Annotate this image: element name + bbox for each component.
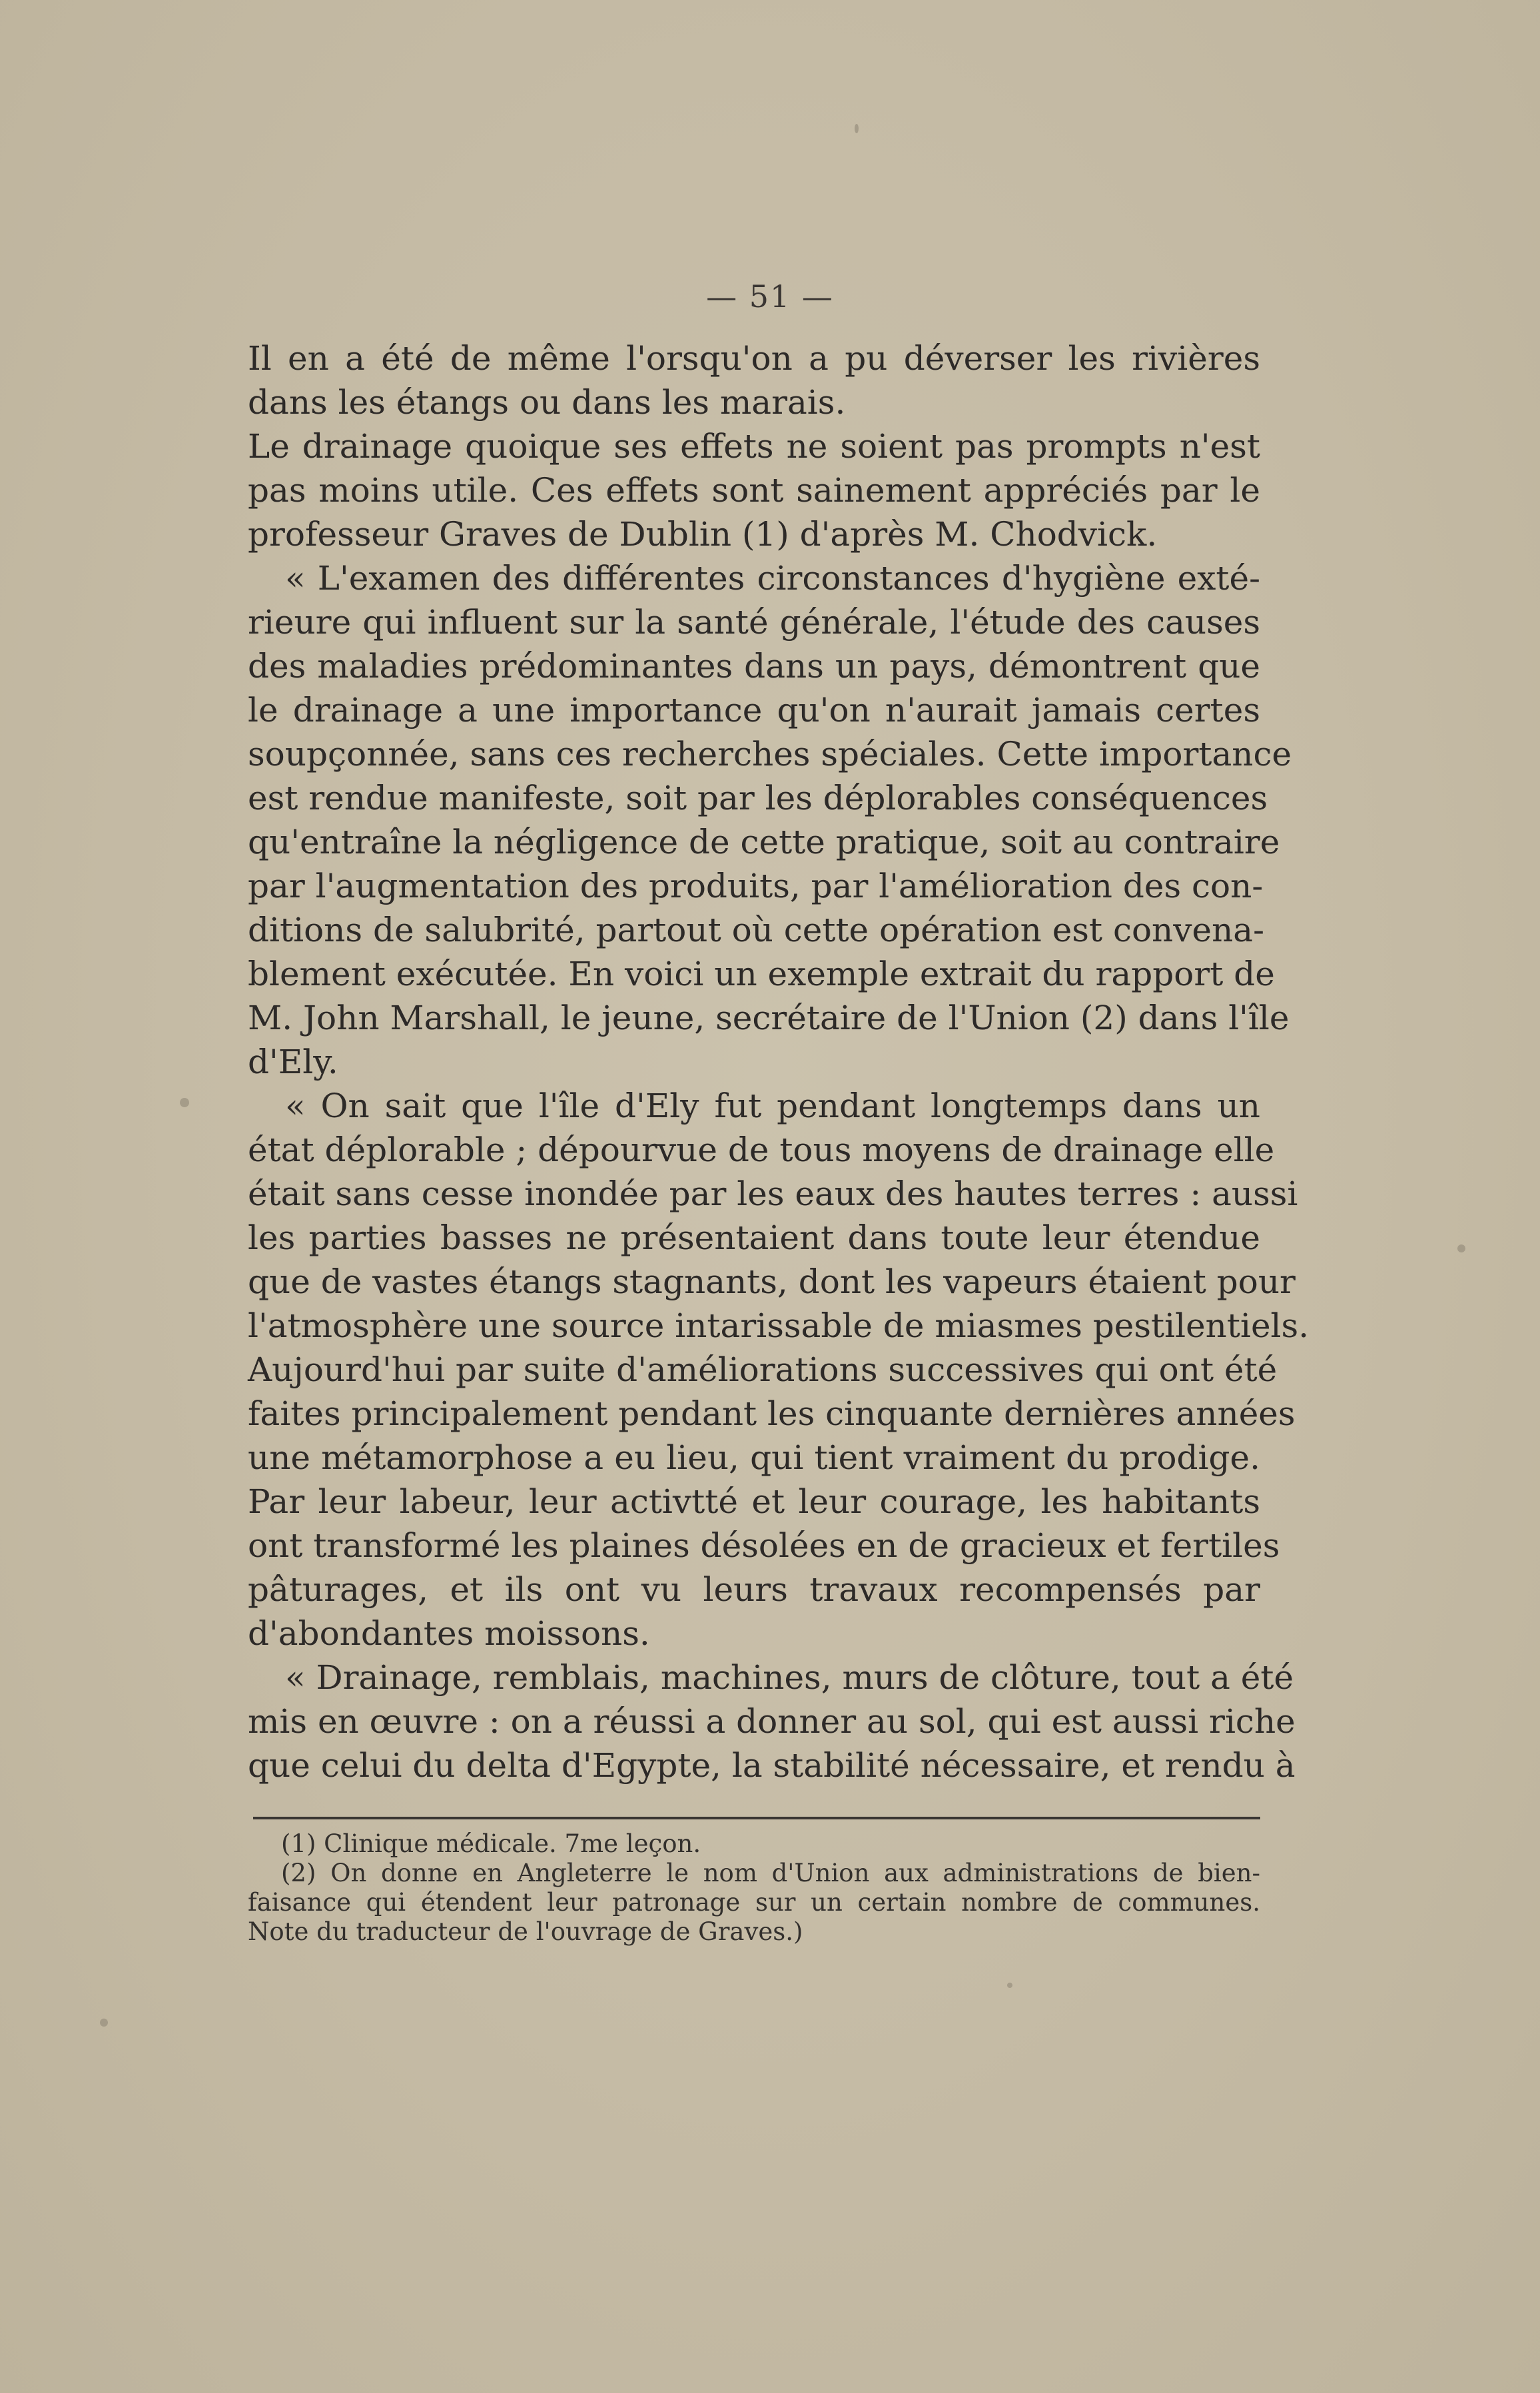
text-line: ditions de salubrité, partout où cette opération est convena-: [248, 911, 1265, 949]
text-line: blement exécutée. En voici un exemple extrait du rapport de: [248, 955, 1275, 993]
paper-speck: [180, 1098, 189, 1107]
text-line: une métamorphose a eu lieu, qui tient vraiment du prodige.: [248, 1438, 1260, 1477]
text-line: soupçonnée, sans ces recherches spéciales. Cette importance: [248, 735, 1292, 773]
paper-speck: [1007, 1983, 1012, 1988]
paper-speck: [855, 124, 859, 133]
text-line: « Drainage, remblais, machines, murs de clôture, tout a été: [285, 1658, 1294, 1697]
text-line: Il en a été de même l'orsqu'on a pu déverser les rivières: [248, 339, 1260, 378]
text-line: « On sait que l'île d'Ely fut pendant longtemps dans un: [285, 1087, 1260, 1125]
page-number: — 51 —: [706, 278, 834, 314]
footnotes: [248, 1829, 1260, 1947]
text-line: qu'entraîne la négligence de cette pratique, soit au contraire: [248, 823, 1280, 861]
text-line: par l'augmentation des produits, par l'amélioration des con-: [248, 867, 1264, 905]
footnote-line: (2) On donne en Angleterre le nom d'Union aux administrations de bien-: [281, 1859, 1260, 1887]
footnote-line: (1) Clinique médicale. 7me leçon.: [281, 1829, 701, 1858]
text-line: est rendue manifeste, soit par les déplorables conséquences: [248, 779, 1268, 817]
text-line: état déplorable ; dépourvue de tous moyens de drainage elle: [248, 1131, 1275, 1169]
text-line: des maladies prédominantes dans un pays, démontrent que: [248, 647, 1260, 686]
text-line: Par leur labeur, leur activtté et leur courage, les habitants: [248, 1482, 1260, 1521]
text-line: d'abondantes moissons.: [248, 1614, 650, 1653]
text-line: que de vastes étangs stagnants, dont les vapeurs étaient pour: [248, 1262, 1296, 1301]
footnote-line: faisance qui étendent leur patronage sur un certain nombre de communes.: [248, 1888, 1260, 1917]
text-line: était sans cesse inondée par les eaux des hautes terres : aussi: [248, 1175, 1298, 1213]
text-line: que celui du delta d'Egypte, la stabilité nécessaire, et rendu à: [248, 1746, 1296, 1785]
text-line: ont transformé les plaines désolées en de gracieux et fertiles: [248, 1526, 1280, 1565]
text-line: le drainage a une importance qu'on n'aurait jamais certes: [248, 691, 1260, 729]
text-line: Le drainage quoique ses effets ne soient pas prompts n'est: [248, 427, 1260, 466]
text-line: pâturages, et ils ont vu leurs travaux recompensés par: [248, 1570, 1260, 1609]
body-text: [248, 336, 1310, 1787]
text-line: faites principalement pendant les cinquante dernières années: [248, 1394, 1296, 1433]
footnote-divider: [253, 1817, 1260, 1819]
text-line: d'Ely.: [248, 1043, 338, 1081]
text-line: pas moins utile. Ces effets sont sainement appréciés par le: [248, 471, 1260, 510]
text-line: les parties basses ne présentaient dans toute leur étendue: [248, 1218, 1260, 1257]
text-line: professeur Graves de Dublin (1) d'après M. Chodvick.: [248, 515, 1158, 554]
text-line: « L'examen des différentes circonstances d'hygiène exté-: [285, 559, 1260, 598]
paper-speck: [1457, 1244, 1465, 1252]
text-line: l'atmosphère une source intarissable de miasmes pestilentiels.: [248, 1306, 1310, 1345]
text-line: mis en œuvre : on a réussi a donner au sol, qui est aussi riche: [248, 1702, 1296, 1741]
paper-speck: [100, 2019, 108, 2027]
text-line: M. John Marshall, le jeune, secrétaire de l'Union (2) dans l'île: [248, 999, 1290, 1037]
text-line: Aujourd'hui par suite d'améliorations successives qui ont été: [248, 1350, 1278, 1389]
text-line: rieure qui influent sur la santé générale, l'étude des causes: [248, 603, 1260, 642]
footnote-line: Note du traducteur de l'ouvrage de Graves.): [248, 1917, 803, 1946]
text-line: dans les étangs ou dans les marais.: [248, 383, 846, 422]
